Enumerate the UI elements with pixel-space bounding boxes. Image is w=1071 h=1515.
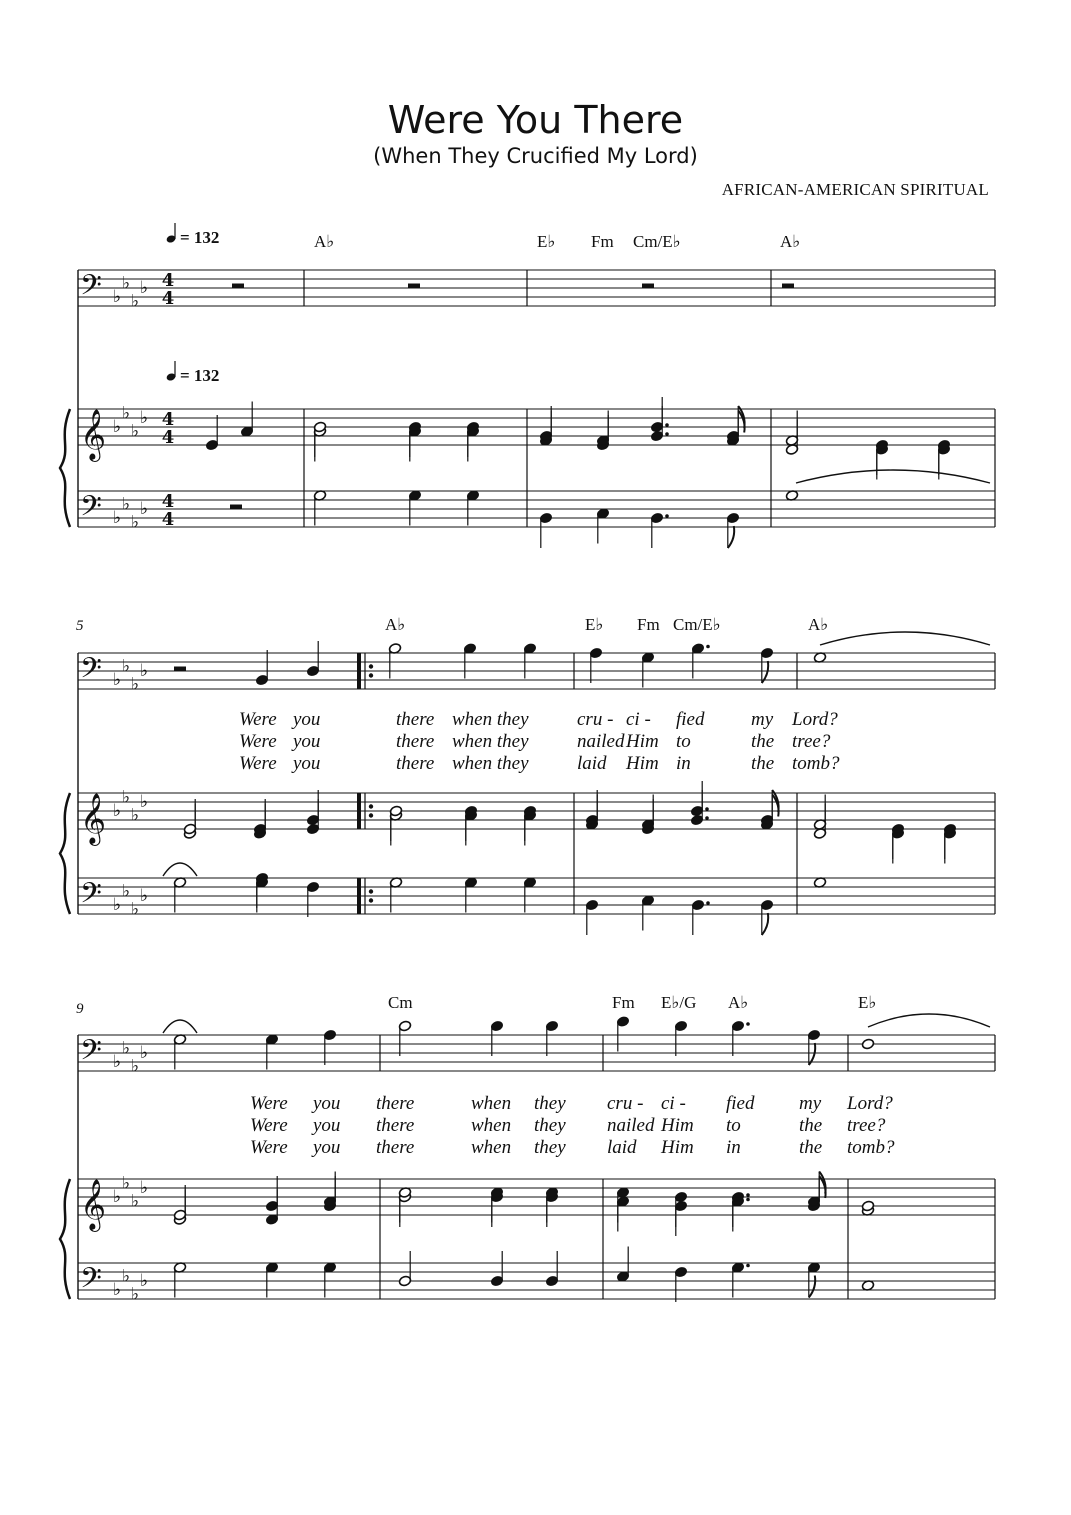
lyric-syllable: cru -: [607, 1093, 644, 1114]
grand-staff-brace: [60, 409, 70, 527]
half-rest-icon: [782, 284, 794, 289]
measure-number: 9: [76, 1001, 84, 1017]
lyric-syllable: fied: [726, 1093, 755, 1114]
flat-icon: ♭: [140, 1178, 149, 1198]
lyric-syllable: the: [751, 731, 775, 752]
flat-icon: ♭: [113, 801, 122, 821]
treble-clef-icon: 𝄞: [80, 409, 107, 460]
note-dot: [706, 645, 710, 649]
lyric-syllable: you: [313, 1137, 341, 1158]
lyric-syllable: when: [471, 1093, 512, 1114]
voice-staff: [78, 1035, 995, 1071]
tie: [868, 1014, 990, 1027]
lyric-syllable: my: [799, 1093, 822, 1114]
lyric-syllable: tomb?: [847, 1137, 895, 1158]
note-flag: [809, 1276, 815, 1298]
voice-staff: [78, 270, 995, 306]
chord-symbol: A♭: [780, 232, 801, 251]
flat-icon: ♭: [113, 895, 122, 915]
note-flag: [762, 913, 768, 935]
lyric-syllable: the: [799, 1115, 823, 1136]
flat-icon: ♭: [113, 1280, 122, 1300]
lyric-syllable: you: [293, 731, 321, 752]
lyric-syllable: Were: [250, 1093, 288, 1114]
grand-staff-brace: [60, 793, 70, 914]
note-dot: [665, 514, 669, 518]
bass-clef-icon: 𝄢: [80, 269, 102, 309]
lyric-syllable: Him: [626, 731, 659, 752]
chord-symbol: A♭: [314, 232, 335, 251]
lyric-syllable: there: [396, 731, 435, 752]
bass-clef-icon: 𝄢: [80, 490, 102, 530]
time-signature-top: 4: [161, 491, 175, 512]
flat-icon: ♭: [113, 1187, 122, 1207]
piano-treble-staff: [78, 793, 995, 829]
treble-clef-icon: 𝄞: [80, 793, 107, 844]
flat-icon: ♭: [122, 273, 131, 294]
note-dot: [665, 432, 669, 436]
piano-treble-staff: [78, 409, 995, 445]
chord-symbol: A♭: [385, 615, 406, 634]
flat-icon: ♭: [113, 508, 122, 528]
lyric-syllable: you: [293, 709, 321, 730]
lyric-syllable: my: [751, 709, 774, 730]
flat-icon: ♭: [131, 1056, 140, 1077]
page-title: Were You There: [387, 98, 684, 142]
flat-icon: ♭: [122, 1038, 131, 1059]
lyric-syllable: there: [376, 1137, 415, 1158]
lyric-syllable: tree?: [792, 731, 831, 752]
lyric-syllable: to: [726, 1115, 741, 1136]
lyric-syllable: you: [293, 753, 321, 774]
tie: [163, 863, 197, 876]
lyric-syllable: fied: [676, 709, 705, 730]
repeat-dot: [369, 804, 373, 808]
flat-icon: ♭: [131, 674, 140, 695]
lyric-syllable: nailed: [607, 1115, 655, 1136]
lyric-syllable: Him: [661, 1115, 694, 1136]
lyric-syllable: cru -: [577, 709, 614, 730]
note-dot: [705, 807, 709, 811]
lyric-syllable: ci -: [626, 709, 651, 730]
lyric-syllable: there: [396, 753, 435, 774]
tempo-marking: = 132: [180, 366, 220, 385]
piano-bass-staff: [78, 491, 995, 527]
composer-credit: AFRICAN-AMERICAN SPIRITUAL: [721, 180, 989, 199]
chord-symbol: E♭: [858, 993, 877, 1012]
lyric-syllable: tree?: [847, 1115, 886, 1136]
lyric-syllable: nailed: [577, 731, 625, 752]
repeat-dot: [369, 898, 373, 902]
note-dot: [746, 1198, 750, 1202]
repeat-dot: [369, 813, 373, 817]
bass-clef-icon: 𝄢: [80, 1034, 102, 1074]
flat-icon: ♭: [122, 403, 131, 424]
piano-bass-staff: [78, 1263, 995, 1299]
lyric-syllable: tomb?: [792, 753, 840, 774]
note-dot: [746, 1264, 750, 1268]
note-flag: [728, 526, 734, 548]
tie: [796, 470, 990, 483]
flat-icon: ♭: [113, 287, 122, 307]
repeat-thick-bar: [357, 653, 361, 689]
flat-icon: ♭: [113, 417, 122, 437]
time-signature-bottom: 4: [161, 288, 175, 309]
flat-icon: ♭: [122, 881, 131, 902]
piano-treble-staff: [78, 1179, 995, 1215]
chord-symbol: E♭/G: [661, 993, 697, 1012]
lyric-syllable: the: [799, 1137, 823, 1158]
note-dot: [705, 816, 709, 820]
lyric-syllable: Him: [626, 753, 659, 774]
flat-icon: ♭: [122, 656, 131, 677]
chord-symbol: Fm: [591, 232, 614, 251]
lyric-syllable: when they: [452, 731, 529, 752]
time-signature-top: 4: [161, 409, 175, 430]
time-signature-top: 4: [161, 270, 175, 291]
bass-clef-icon: 𝄢: [80, 652, 102, 692]
half-rest-icon: [642, 284, 654, 289]
flat-icon: ♭: [113, 1052, 122, 1072]
measure-number: 5: [76, 618, 84, 634]
lyric-syllable: laid: [577, 753, 607, 774]
repeat-dot: [369, 889, 373, 893]
notehead: [861, 1038, 874, 1050]
treble-clef-icon: 𝄞: [80, 1179, 107, 1230]
bass-clef-icon: 𝄢: [80, 877, 102, 917]
chord-symbol: A♭: [728, 993, 749, 1012]
half-rest-icon: [232, 284, 244, 289]
lyric-syllable: Lord?: [847, 1093, 893, 1114]
chord-symbol: Cm/E♭: [673, 615, 721, 634]
flat-icon: ♭: [140, 499, 149, 519]
flat-icon: ♭: [131, 1191, 140, 1212]
half-rest-icon: [230, 505, 242, 510]
flat-icon: ♭: [140, 661, 149, 681]
chord-symbol: Fm: [637, 615, 660, 634]
note-dot: [706, 901, 710, 905]
lyric-syllable: when they: [452, 709, 529, 730]
lyric-syllable: when: [471, 1137, 512, 1158]
flat-icon: ♭: [122, 1266, 131, 1287]
flat-icon: ♭: [140, 1271, 149, 1291]
lyric-syllable: they: [534, 1093, 566, 1114]
time-signature-bottom: 4: [161, 509, 175, 530]
flat-icon: ♭: [140, 886, 149, 906]
note-dot: [746, 1022, 750, 1026]
lyric-syllable: they: [534, 1115, 566, 1136]
grand-staff-brace: [60, 1179, 70, 1299]
lyric-syllable: the: [751, 753, 775, 774]
lyric-syllable: Were: [239, 731, 277, 752]
time-signature-bottom: 4: [161, 427, 175, 448]
lyric-syllable: Him: [661, 1137, 694, 1158]
half-rest-icon: [408, 284, 420, 289]
flat-icon: ♭: [140, 408, 149, 428]
lyric-syllable: ci -: [661, 1093, 686, 1114]
note-dot: [665, 423, 669, 427]
lyric-syllable: there: [376, 1093, 415, 1114]
lyric-syllable: you: [313, 1093, 341, 1114]
piano-bass-staff: [78, 878, 995, 914]
tie: [820, 632, 990, 645]
flat-icon: ♭: [122, 1173, 131, 1194]
flat-icon: ♭: [113, 670, 122, 690]
lyric-syllable: there: [396, 709, 435, 730]
flat-icon: ♭: [122, 787, 131, 808]
chord-symbol: E♭: [537, 232, 556, 251]
page-subtitle: (When They Crucified My Lord): [373, 144, 698, 168]
lyric-syllable: laid: [607, 1137, 637, 1158]
lyric-syllable: you: [313, 1115, 341, 1136]
flat-icon: ♭: [140, 1043, 149, 1063]
lyric-syllable: in: [726, 1137, 741, 1158]
flat-icon: ♭: [131, 291, 140, 312]
flat-icon: ♭: [131, 899, 140, 920]
tie: [163, 1020, 197, 1033]
lyric-syllable: Were: [250, 1115, 288, 1136]
lyric-syllable: in: [676, 753, 691, 774]
chord-symbol: Fm: [612, 993, 635, 1012]
repeat-dot: [369, 664, 373, 668]
flat-icon: ♭: [131, 421, 140, 442]
chord-symbol: E♭: [585, 615, 604, 634]
repeat-thick-bar: [357, 878, 361, 914]
lyric-syllable: to: [676, 731, 691, 752]
flat-icon: ♭: [122, 494, 131, 515]
lyric-syllable: Were: [250, 1137, 288, 1158]
flat-icon: ♭: [131, 512, 140, 533]
flat-icon: ♭: [131, 805, 140, 826]
lyric-syllable: they: [534, 1137, 566, 1158]
lyric-syllable: when they: [452, 753, 529, 774]
lyric-syllable: Were: [239, 753, 277, 774]
flat-icon: ♭: [131, 1284, 140, 1305]
repeat-dot: [369, 673, 373, 677]
repeat-thick-bar: [357, 793, 361, 829]
chord-symbol: A♭: [808, 615, 829, 634]
flat-icon: ♭: [140, 278, 149, 298]
tempo-marking: = 132: [180, 228, 220, 247]
voice-staff: [78, 653, 995, 689]
note-dot: [746, 1193, 750, 1197]
bass-clef-icon: 𝄢: [80, 1262, 102, 1302]
lyric-syllable: when: [471, 1115, 512, 1136]
lyric-syllable: there: [376, 1115, 415, 1136]
chord-symbol: Cm: [388, 993, 413, 1012]
chord-symbol: Cm/E♭: [633, 232, 681, 251]
lyric-syllable: Were: [239, 709, 277, 730]
lyric-syllable: Lord?: [792, 709, 838, 730]
flat-icon: ♭: [140, 792, 149, 812]
half-rest-icon: [174, 667, 186, 672]
